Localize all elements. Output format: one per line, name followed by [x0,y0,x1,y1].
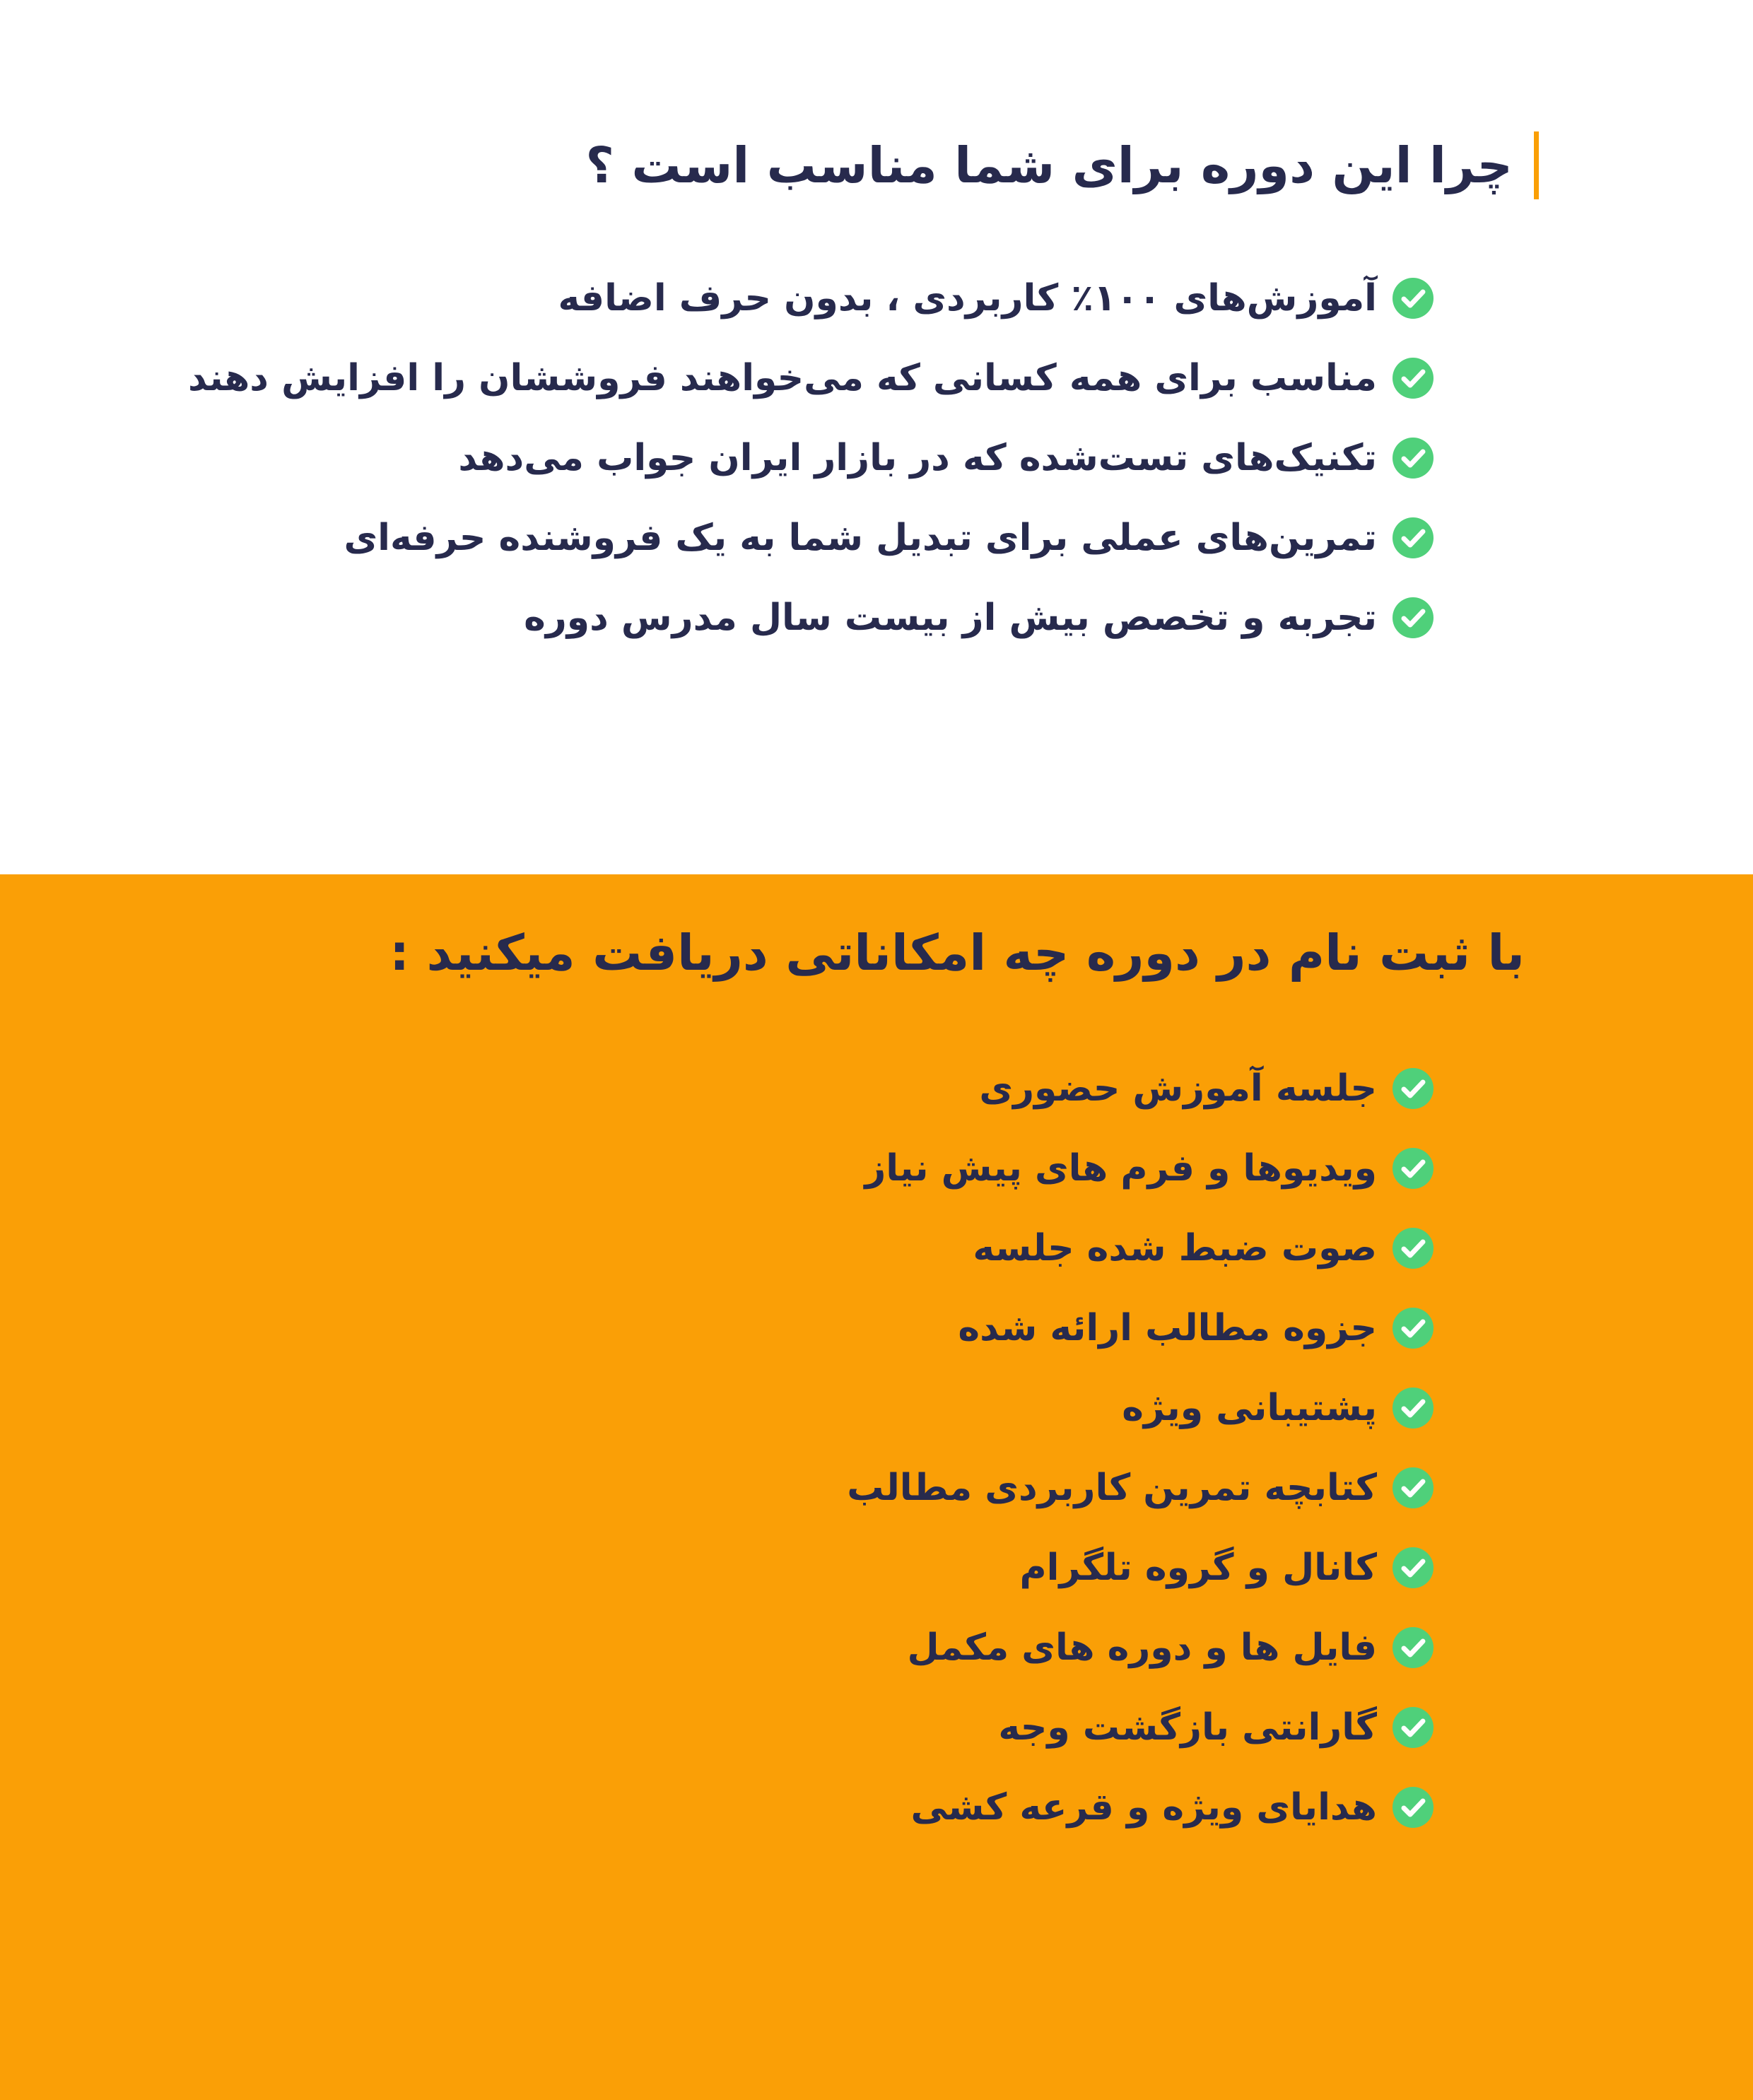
check-circle-icon [1393,1467,1434,1508]
feature-item-text: پشتیبانی ویژه [1122,1386,1377,1429]
features-list-item [847,1048,1434,1128]
why-section-title: چرا این دوره برای شما مناسب است ؟ [585,131,1539,199]
check-circle-icon [1393,597,1434,638]
features-section-title: با ثبت نام در دوره چه امکاناتی دریافت میکنید : [389,924,1525,982]
check-circle-icon [1393,1148,1434,1189]
features-list-item [847,1208,1434,1288]
check-circle-icon [1393,358,1434,399]
feature-item-text: صوت ضبط شده جلسه [973,1226,1377,1269]
features-list-item [847,1368,1434,1448]
why-item-text: آموزش‌های ۱۰۰٪ کاربردی ، بدون حرف اضافه [558,276,1377,319]
why-item-text: تمرین‌های عملی برای تبدیل شما به یک فروشنده حرفه‌ای [344,516,1377,559]
features-list-item [847,1288,1434,1368]
feature-item-text: ویدیوها و فرم های پیش نیاز [864,1146,1377,1190]
why-list-item [188,258,1434,338]
check-circle-icon [1393,438,1434,479]
why-list [188,258,1434,657]
features-list [847,1048,1434,1847]
features-list-item [847,1128,1434,1208]
why-item-text: مناسب برای همه کسانی که می‌خواهند فروششان را افزایش دهند [187,356,1377,399]
feature-item-text: کتابچه تمرین کاربردی مطالب [847,1466,1377,1509]
feature-item-text: کانال و گروه تلگرام [1019,1546,1377,1589]
why-item-text: تجربه و تخصص بیش از بیست سال مدرس دوره [524,596,1377,639]
feature-item-text: جزوه مطالب ارائه شده [958,1306,1377,1349]
why-item-text: تکنیک‌های تست‌شده که در بازار ایران جواب می‌دهد [458,436,1377,479]
features-list-item [847,1687,1434,1767]
why-list-item [188,498,1434,577]
check-circle-icon [1393,1627,1434,1668]
check-circle-icon [1393,1068,1434,1109]
features-list-item [847,1448,1434,1527]
why-list-item [188,577,1434,657]
features-list-item [847,1607,1434,1687]
check-circle-icon [1393,517,1434,558]
check-circle-icon [1393,278,1434,319]
features-list-item [847,1527,1434,1607]
feature-item-text: فایل ها و دوره های مکمل [907,1626,1377,1669]
check-circle-icon [1393,1707,1434,1748]
features-list-item [847,1767,1434,1847]
why-list-item [188,338,1434,418]
feature-item-text: هدایای ویژه و قرعه کشی [910,1785,1377,1829]
check-circle-icon [1393,1388,1434,1429]
check-circle-icon [1393,1308,1434,1349]
check-circle-icon [1393,1787,1434,1828]
feature-item-text: گارانتی بازگشت وجه [998,1706,1377,1749]
feature-item-text: جلسه آموزش حضوری [979,1067,1377,1110]
check-circle-icon [1393,1228,1434,1269]
check-circle-icon [1393,1547,1434,1588]
why-section [0,0,1753,874]
why-list-item [188,418,1434,498]
